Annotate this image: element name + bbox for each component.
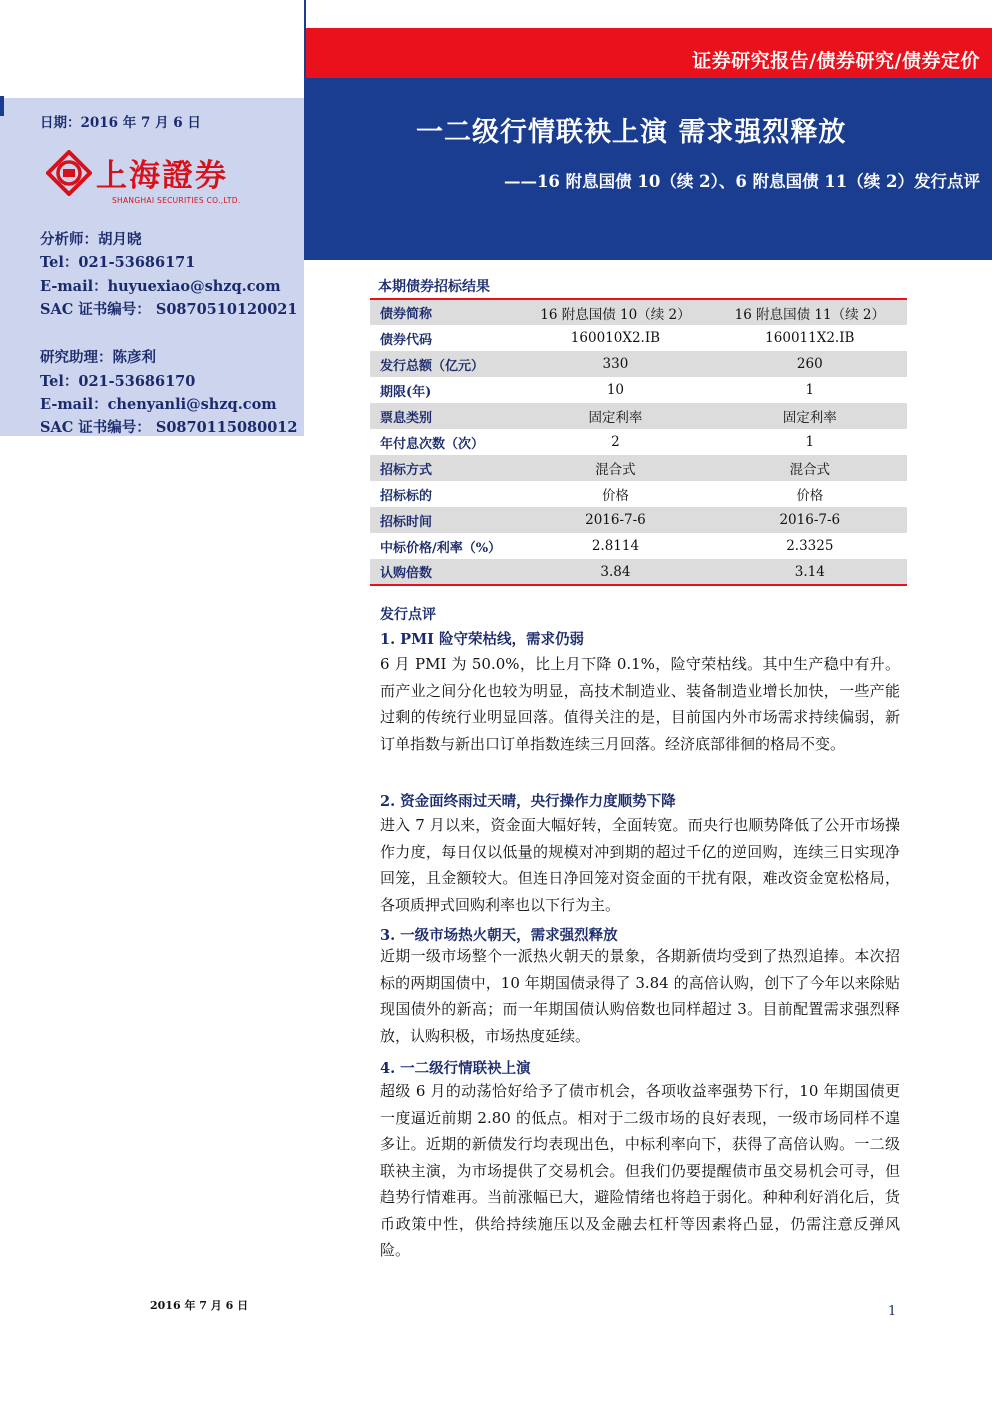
table-row bbox=[370, 351, 907, 377]
row-label: 招标时间 bbox=[370, 507, 518, 533]
header-top-strip bbox=[304, 0, 992, 28]
row-label: 票息类别 bbox=[370, 403, 518, 429]
cell-bond-b: 160011X2.IB bbox=[713, 325, 907, 351]
cell-bond-b: 2.3325 bbox=[713, 533, 907, 559]
section-2-text: 进入 7 月以来，资金面大幅好转，全面转宽。而央行也顺势降低了公开市场操作力度，每日仅以低量的规模对冲到期的超过千亿的逆回购，连续三日实现净回笼，且金额较大。但连日净回笼对资金面的干扰有限，难改资金宽松格局，各项质押式回购利率也以下行为主。 bbox=[380, 816, 900, 914]
section-1-text: 6 月 PMI 为 50.0%，比上月下降 0.1%，险守荣枯线。其中生产稳中有升。而产业之间分化也较为明显，高技术制造业、装备制造业增长加快，一些产能过剩的传统行业明显回落。值得关注的是，目前国内外市场需求持续偏弱，新订单指数与新出口订单指数连续三月回落。经济底部徘徊的格局不变。 bbox=[380, 655, 900, 753]
cell-bond-a: 3.84 bbox=[518, 559, 712, 585]
table-row bbox=[370, 403, 907, 429]
report-date: 日期：2016 年 7 月 6 日 bbox=[40, 115, 201, 131]
section-2-title: 2. 资金面终雨过天晴，央行操作力度顺势下降 bbox=[380, 793, 676, 810]
cell-bond-a: 价格 bbox=[518, 481, 712, 507]
page-number: 1 bbox=[888, 1304, 897, 1319]
section-4-title: 4. 一二级行情联袂上演 bbox=[380, 1060, 531, 1077]
report-category: 证券研究报告/债券研究/债券定价 bbox=[692, 50, 980, 72]
cell-bond-a: 混合式 bbox=[518, 455, 712, 481]
cell-bond-b: 1 bbox=[713, 429, 907, 455]
table-row bbox=[370, 429, 907, 455]
table-row bbox=[370, 533, 907, 559]
cell-bond-a: 160010X2.IB bbox=[518, 325, 712, 351]
row-label: 债券代码 bbox=[370, 325, 518, 351]
cell-bond-b: 1 bbox=[713, 377, 907, 403]
footer-date: 2016 年 7 月 6 日 bbox=[150, 1299, 249, 1312]
analyst-tel: Tel：021-53686171 bbox=[40, 254, 196, 271]
row-label: 年付息次数（次） bbox=[370, 429, 518, 455]
table-row bbox=[370, 559, 907, 585]
assistant-name: 研究助理：陈彦利 bbox=[40, 349, 156, 366]
table-row bbox=[370, 481, 907, 507]
section-3-text: 近期一级市场整个一派热火朝天的景象，各期新债均受到了热烈追捧。本次招标的两期国债中，10 年期国债录得了 3.84 的高倍认购，创下了今年以来除贴现国债外的新高；而一年期国债认购倍数也同样超过 3。目前配置需求强烈释放，认购积极，市场热度延续。 bbox=[380, 947, 900, 1045]
table-heading: 本期债券招标结果 bbox=[378, 279, 490, 295]
table-row bbox=[370, 377, 907, 403]
cell-bond-b: 2016-7-6 bbox=[713, 507, 907, 533]
row-label: 招标标的 bbox=[370, 481, 518, 507]
logo-english-name: SHANGHAI SECURITIES CO.,LTD. bbox=[112, 196, 241, 205]
table-row bbox=[370, 299, 907, 325]
row-label: 发行总额（亿元） bbox=[370, 351, 518, 377]
assistant-sac: SAC 证书编号： S0870115080012 bbox=[40, 419, 298, 436]
sidebar-accent bbox=[0, 96, 4, 116]
logo-emblem-icon bbox=[46, 150, 92, 196]
row-label: 中标价格/利率（%） bbox=[370, 533, 518, 559]
analyst-sac: SAC 证书编号： S0870510120021 bbox=[40, 301, 298, 318]
section-4-text: 超级 6 月的动荡恰好给予了债市机会，各项收益率强势下行，10 年期国债更一度逼近前期 2.80 的低点。相对于二级市场的良好表现，一级市场同样不遑多让。近期的新债发行均表现出色，中标利率向下，获得了高倍认购。一二级联袂主演，为市场提供了交易机会。但我们仍要提醒债市虽交易机会可寻，但趋势行情难再。当前涨幅已大，避险情绪也将趋于弱化。种种利好消化后，货币政策中性，供给持续施压以及金融去杠杆等因素将凸显，仍需注意反弹风险。 bbox=[380, 1082, 900, 1259]
company-logo bbox=[46, 150, 286, 212]
cell-bond-a: 16 附息国债 10（续 2） bbox=[518, 299, 712, 325]
assistant-email: E-mail：chenyanli@shzq.com bbox=[40, 396, 277, 413]
cell-bond-b: 混合式 bbox=[713, 455, 907, 481]
analyst-name: 分析师：胡月晓 bbox=[40, 231, 142, 248]
analyst-email: E-mail：huyuexiao@shzq.com bbox=[40, 278, 281, 295]
table-row bbox=[370, 455, 907, 481]
cell-bond-b: 16 附息国债 11（续 2） bbox=[713, 299, 907, 325]
row-label: 债券简称 bbox=[370, 299, 518, 325]
table-row bbox=[370, 507, 907, 533]
cell-bond-b: 3.14 bbox=[713, 559, 907, 585]
cell-bond-a: 10 bbox=[518, 377, 712, 403]
bid-results-table bbox=[370, 298, 907, 586]
cell-bond-b: 260 bbox=[713, 351, 907, 377]
cell-bond-a: 2 bbox=[518, 429, 712, 455]
table-row bbox=[370, 325, 907, 351]
cell-bond-a: 330 bbox=[518, 351, 712, 377]
cell-bond-a: 2.8114 bbox=[518, 533, 712, 559]
assistant-tel: Tel：021-53686170 bbox=[40, 373, 196, 390]
cell-bond-b: 价格 bbox=[713, 481, 907, 507]
section-3-title: 3. 一级市场热火朝天，需求强烈释放 bbox=[380, 927, 618, 944]
row-label: 招标方式 bbox=[370, 455, 518, 481]
commentary-heading: 发行点评 bbox=[380, 607, 436, 623]
cell-bond-b: 固定利率 bbox=[713, 403, 907, 429]
cell-bond-a: 固定利率 bbox=[518, 403, 712, 429]
logo-chinese-name: 上海證券 bbox=[96, 158, 228, 194]
section-1-title: 1. PMI 险守荣枯线，需求仍弱 bbox=[380, 631, 584, 648]
row-label: 认购倍数 bbox=[370, 559, 518, 585]
cell-bond-a: 2016-7-6 bbox=[518, 507, 712, 533]
report-title: 一二级行情联袂上演 需求强烈释放 bbox=[416, 117, 847, 148]
report-subtitle: ——16 附息国债 10（续 2）、6 附息国债 11（续 2）发行点评 bbox=[503, 172, 980, 191]
row-label: 期限(年) bbox=[370, 377, 518, 403]
